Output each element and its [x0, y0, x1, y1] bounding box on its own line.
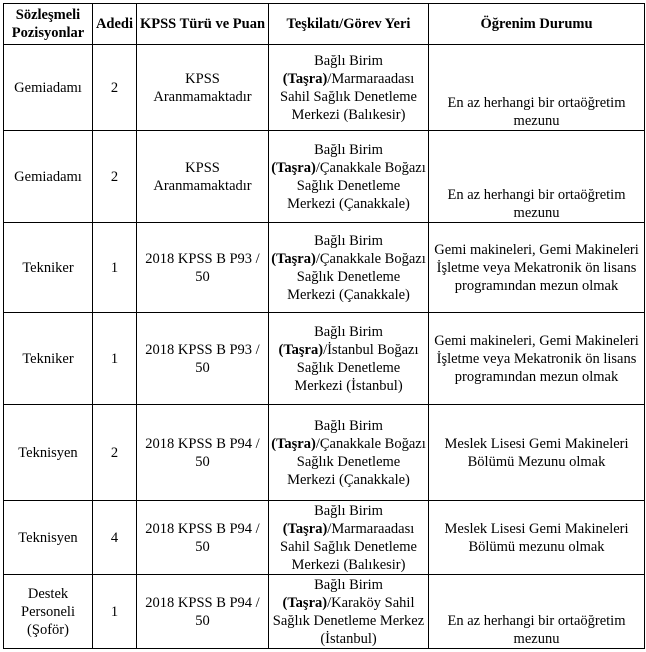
kpss-cell: 2018 KPSS B P93 / 50	[137, 313, 269, 405]
unit-location: /İstanbul Boğazı Sağlık Denetleme Merkezi (İstanbul)	[294, 341, 419, 394]
position-cell: Teknisyen	[4, 501, 93, 575]
unit-cell	[269, 45, 429, 131]
unit-prefix: Bağlı Birim	[314, 502, 383, 519]
count-cell: 4	[93, 501, 137, 575]
education-cell: En az herhangi bir ortaöğretim mezunu	[429, 575, 645, 649]
kpss-cell: 2018 KPSS B P94 / 50	[137, 501, 269, 575]
unit-type: (Taşra)	[271, 435, 316, 452]
kpss-cell: 2018 KPSS B P94 / 50	[137, 405, 269, 501]
unit-cell	[269, 313, 429, 405]
count-cell: 2	[93, 405, 137, 501]
unit-type: (Taşra)	[282, 520, 328, 537]
education-cell: Meslek Lisesi Gemi Makineleri Bölümü mezunu olmak	[429, 501, 645, 575]
position-cell: Gemiadamı	[4, 45, 93, 131]
kpss-cell: 2018 KPSS B P94 / 50	[137, 575, 269, 649]
kpss-cell: KPSS Aranmamaktadır	[137, 131, 269, 223]
kpss-cell: KPSS Aranmamaktadır	[137, 45, 269, 131]
table-row	[4, 223, 645, 313]
position-cell: Destek Personeli (Şoför)	[4, 575, 93, 649]
positions-table	[3, 3, 645, 649]
education-cell: Gemi makineleri, Gemi Makineleri İşletme veya Mekatronik ön lisans programından mezun olmak	[429, 223, 645, 313]
unit-cell	[269, 501, 429, 575]
table-row	[4, 501, 645, 575]
position-cell: Gemiadamı	[4, 131, 93, 223]
unit-cell	[269, 223, 429, 313]
unit-prefix: Bağlı Birim	[314, 52, 383, 69]
unit-type: (Taşra)	[282, 70, 328, 87]
count-cell: 2	[93, 45, 137, 131]
unit-location: /Çanakkale Boğazı Sağlık Denetleme Merkezi (Çanakkale)	[287, 435, 426, 488]
unit-type: (Taşra)	[282, 594, 328, 611]
table-row	[4, 313, 645, 405]
unit-type: (Taşra)	[278, 341, 324, 358]
table-row	[4, 405, 645, 501]
education-cell: En az herhangi bir ortaöğretim mezunu	[429, 45, 645, 131]
unit-type: (Taşra)	[271, 250, 316, 267]
header-count: Adedi	[93, 4, 137, 45]
header-unit: Teşkilatı/Görev Yeri	[269, 4, 429, 45]
unit-type: (Taşra)	[271, 159, 316, 176]
position-cell: Teknisyen	[4, 405, 93, 501]
count-cell: 1	[93, 575, 137, 649]
unit-cell	[269, 575, 429, 649]
table-row	[4, 131, 645, 223]
unit-prefix: Bağlı Birim	[314, 141, 383, 158]
header-education: Öğrenim Durumu	[429, 4, 645, 45]
position-cell: Tekniker	[4, 223, 93, 313]
education-cell: Gemi makineleri, Gemi Makineleri İşletme veya Mekatronik ön lisans programından mezun olmak	[429, 313, 645, 405]
header-kpss: KPSS Türü ve Puan	[137, 4, 269, 45]
education-cell: En az herhangi bir ortaöğretim mezunu	[429, 131, 645, 223]
unit-location: /Çanakkale Boğazı Sağlık Denetleme Merkezi (Çanakkale)	[287, 159, 426, 212]
unit-cell	[269, 405, 429, 501]
count-cell: 1	[93, 223, 137, 313]
unit-location: /Marmaraadası Sahil Sağlık Denetleme Merkezi (Balıkesir)	[280, 70, 417, 123]
education-cell: Meslek Lisesi Gemi Makineleri Bölümü Mezunu olmak	[429, 405, 645, 501]
position-cell: Tekniker	[4, 313, 93, 405]
header-row	[4, 4, 645, 45]
unit-prefix: Bağlı Birim	[314, 232, 383, 249]
unit-location: /Karaköy Sahil Sağlık Denetleme Merkez (İstanbul)	[272, 594, 425, 647]
kpss-cell: 2018 KPSS B P93 / 50	[137, 223, 269, 313]
count-cell: 2	[93, 131, 137, 223]
unit-prefix: Bağlı Birim	[314, 323, 383, 340]
count-cell: 1	[93, 313, 137, 405]
unit-location: /Marmaraadası Sahil Sağlık Denetleme Merkezi (Balıkesir)	[280, 520, 417, 573]
table-row	[4, 45, 645, 131]
unit-location: /Çanakkale Boğazı Sağlık Denetleme Merkezi (Çanakkale)	[287, 250, 426, 303]
header-position: Sözleşmeli Pozisyonlar	[4, 4, 93, 45]
table-row	[4, 575, 645, 649]
unit-prefix: Bağlı Birim	[314, 576, 383, 593]
unit-prefix: Bağlı Birim	[314, 417, 383, 434]
unit-cell	[269, 131, 429, 223]
